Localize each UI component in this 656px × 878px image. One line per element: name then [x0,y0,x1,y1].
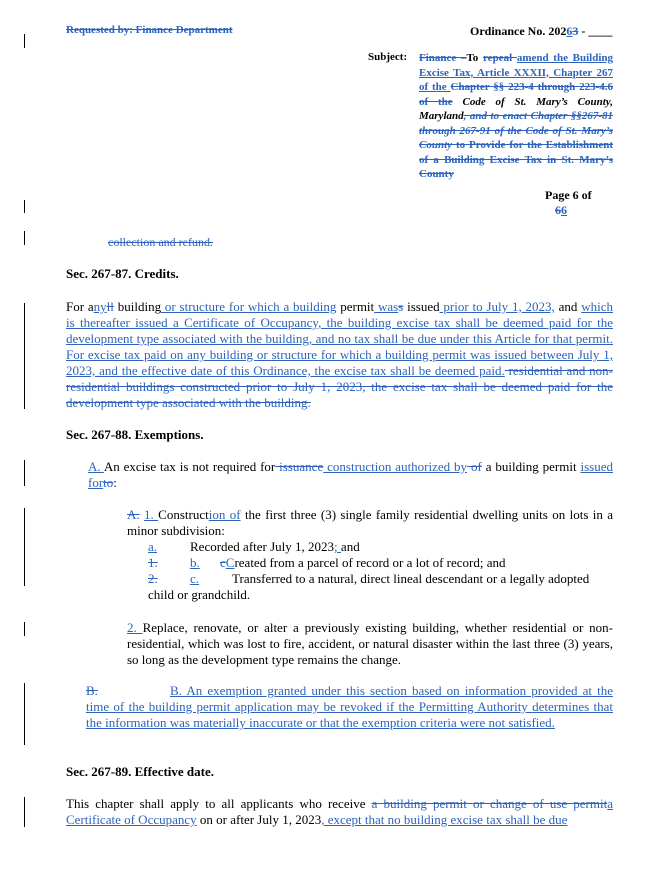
sub-item-a [148,539,360,555]
text: building [113,299,162,314]
ins-text: prior to July 1, 2023, [439,299,555,314]
text: For a [66,299,94,314]
del-text: residential and non-residential buildings constructed prior to July 1, 2023, the excise tax shall be deemed paid for the development type associated with the building. [66,363,613,410]
text: Recorded after July 1, 2023 [190,539,335,554]
page-ins: 6 [561,203,567,217]
subject-del: Finance [419,52,461,64]
change-bar [24,231,25,245]
text: and [554,299,582,314]
ins-text: was [374,299,399,314]
del-text: to [103,475,114,490]
subject-del: – [460,52,467,64]
exemption-b [86,683,613,731]
ins-text: which is thereafter issued a Certificate of Occupancy, the building excise tax shall be deemed paid for the development type associated with the building, and no tax shall be due under this Article for that permit. For excise tax paid on any building or structure for which a building permit was issued between July 1, 2023, and the effective date of this Ordinance, the excise tax shall be deemed paid. [66,299,614,378]
text: Transferred to a natural, direct lineal descendant or a legally adopted child or grandchild. [148,571,590,602]
ordinance-del: 3 [572,24,579,38]
del-text: B. [86,683,98,698]
ordinance-prefix: Ordinance No. 202 [470,24,567,38]
text: : [113,475,117,490]
subject-del: to Provide for the Establishment of a Building Excise Tax in St. Mary’s County [419,139,613,180]
change-bar [24,34,25,48]
ins-text: ; [334,539,341,554]
ins-text: , except that no building excise tax shall be due [321,812,568,827]
text: the first three (3) single family residential dwelling units on lots in a minor subdivision: [127,507,614,538]
text: Replace, renovate, or alter a previously existing building, whether residential or non-residential, which was lost to fire, accident, or natural disaster within the last three (3) years, so long as the development type remains the change. [127,620,613,667]
subject-text [419,51,613,182]
del-text: s [398,299,404,314]
text: reated from a parcel of record or a lot of record; and [234,555,506,570]
ins-text: 1. [144,507,159,522]
subject-ins: amend the Building Excise Tax, Article XXXII, Chapter 267 of the [419,52,614,93]
del-text: issuance [275,459,324,474]
change-bar [24,303,25,409]
page-label: Page 6 of [545,188,592,202]
del-text: of [467,459,482,474]
section-heading-exemptions: Sec. 267-88. Exemptions. [66,427,204,442]
text: and [340,539,360,554]
ins-text: C [225,555,235,570]
ins-text: ny [93,299,107,314]
del-text: a building permit or change of use permit [371,796,608,811]
subject-text-part: To [466,52,483,64]
section-heading-effective-date: Sec. 267-89. Effective date. [66,764,215,779]
text: issued [403,299,440,314]
del-text: A. [127,507,140,522]
subject-del: repeal [483,52,517,64]
text: This chapter shall apply to all applicants who receive [66,796,372,811]
effective-date-paragraph [66,796,613,828]
del-text: ll [106,299,114,314]
ins-text: construction authorized by [323,459,468,474]
del-text: 2. [148,571,158,586]
ins-text: A. [88,459,104,474]
change-bar [24,797,25,827]
subject-del: Chapter §§ 223-4 through 223-4.6 of the [419,81,614,108]
page-del: 6 [555,203,561,217]
credits-paragraph [66,299,613,411]
text: Construct [158,507,209,522]
change-bar [24,460,25,486]
subject-code-ref: Code of St. Mary’s County, Maryland [419,95,614,122]
ins-text: issued for [88,459,613,490]
change-bar [24,622,25,636]
subject-space [453,96,463,108]
exemption-1 [127,507,613,539]
ordinance-number [470,24,612,39]
ordinance-ins: 6 [566,24,573,38]
ins-text: ion of [208,507,241,522]
subject-label: Subject: [368,51,408,63]
ins-text: a Certificate of Occupancy [66,796,613,827]
requested-by: Requested by: Finance Department [66,24,233,36]
change-bar [24,683,25,745]
del-text: c [220,555,226,570]
ins-text: c. [190,571,200,586]
carry-over-text: collection and refund. [108,235,213,249]
exemption-2 [127,620,613,668]
sub-item-c [148,571,613,603]
sub-item-b [148,555,506,571]
ins-text: B. An exemption granted under this section based on information provided at the time of the building permit application may be revoked if the Permitting Authority determines that the information was materially inaccurate or that the exemption criteria were not satisfied. [86,683,613,730]
text: permit [336,299,375,314]
section-heading-credits: Sec. 267-87. Credits. [66,266,179,281]
del-text: 1. [148,555,158,570]
change-bar [24,200,25,213]
ins-text: or structure for which a building [161,299,337,314]
page-number [545,188,592,218]
text: on or after July 1, 2023 [196,812,322,827]
ordinance-suffix: - ____ [578,24,613,38]
exemption-a [88,459,613,491]
ins-text: a. [148,539,158,554]
subject-del: , and to enact Chapter §§267-81 through 267-91 of the Code of St. Mary’s County [419,110,613,151]
text: An excise tax is not required for [103,459,276,474]
change-bar [24,508,25,586]
ins-text: b. [190,555,200,570]
text: a building permit [481,459,581,474]
ins-text: 2. [127,620,143,635]
